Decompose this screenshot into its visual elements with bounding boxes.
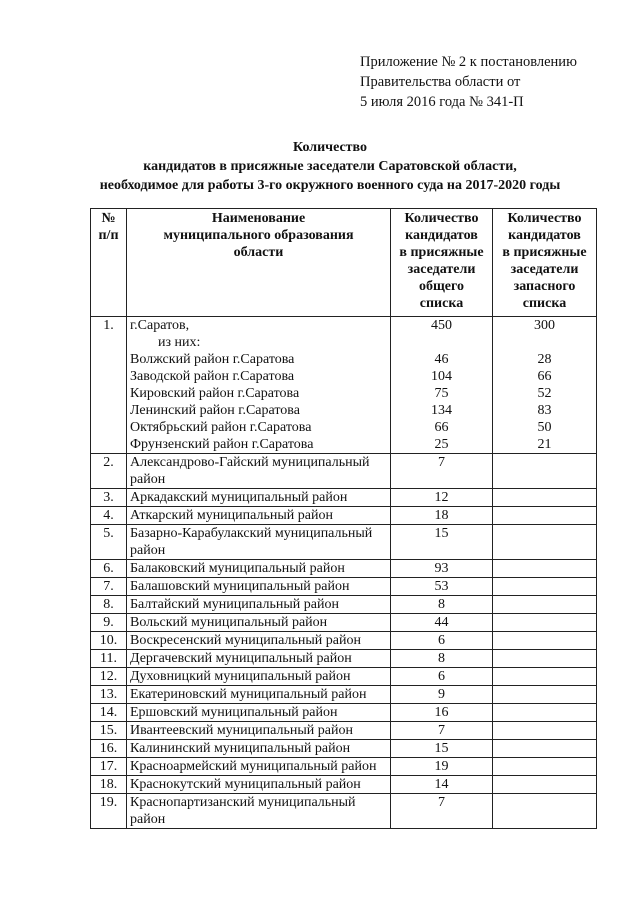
row-number: 7. (91, 578, 127, 596)
table-row (91, 525, 597, 560)
district-general: 134 (431, 403, 452, 418)
row-reserve (493, 758, 597, 776)
table-row (91, 758, 597, 776)
row-reserve (493, 614, 597, 632)
table-row (91, 507, 597, 525)
row-reserve (493, 525, 597, 560)
row-name: Краснокутский муниципальный район (127, 776, 391, 794)
title-line-2: кандидатов в присяжные заседатели Саратовской области, (143, 159, 517, 174)
row-number: 14. (91, 704, 127, 722)
row-reserve (493, 722, 597, 740)
row-general: 93 (391, 560, 493, 578)
row-reserve (493, 632, 597, 650)
row-name: Ивантеевский муниципальный район (127, 722, 391, 740)
table-row (91, 776, 597, 794)
row-reserve (493, 650, 597, 668)
table-row (91, 686, 597, 704)
table-row (91, 560, 597, 578)
row-number: 8. (91, 596, 127, 614)
row-general: 18 (391, 507, 493, 525)
row-name (127, 317, 391, 454)
district-general: 46 (434, 352, 449, 367)
appendix-line-1: Приложение № 2 к постановлению (360, 54, 577, 70)
row-general: 7 (391, 794, 493, 829)
header-q2-l5: запасного (513, 279, 576, 294)
row-name: Балашовский муниципальный район (127, 578, 391, 596)
table-row (91, 489, 597, 507)
appendix-line-3: 5 июля 2016 года № 341-П (360, 94, 524, 110)
district-reserve: 52 (537, 386, 552, 401)
row-general: 7 (391, 454, 493, 489)
table-row (91, 794, 597, 829)
district-reserve: 50 (537, 420, 552, 435)
title-line-1: Количество (292, 140, 368, 155)
appendix-note (360, 52, 577, 112)
header-number (91, 209, 127, 317)
row-general: 16 (391, 704, 493, 722)
district-name: Октябрьский район г.Саратова (130, 420, 312, 435)
row-number: 9. (91, 614, 127, 632)
header-q1-l1: Количество (404, 211, 479, 226)
row-name: Балтайский муниципальный район (127, 596, 391, 614)
row-general: 6 (391, 632, 493, 650)
row-reserve (493, 740, 597, 758)
table-row (91, 722, 597, 740)
row-reserve (493, 686, 597, 704)
row-name: Аркадакский муниципальный район (127, 489, 391, 507)
header-q2-l1: Количество (507, 211, 582, 226)
row-general: 7 (391, 722, 493, 740)
row-number: 6. (91, 560, 127, 578)
table-row (91, 596, 597, 614)
table-row (91, 614, 597, 632)
table-row (91, 740, 597, 758)
district-reserve: 66 (537, 369, 552, 384)
district-name: Ленинский район г.Саратова (130, 403, 300, 418)
row-general: 12 (391, 489, 493, 507)
row-reserve (493, 507, 597, 525)
header-name-l3: области (233, 245, 284, 260)
district-reserve: 28 (537, 352, 552, 367)
row-general: 6 (391, 668, 493, 686)
row-name: Вольский муниципальный район (127, 614, 391, 632)
header-q1-l2: кандидатов (405, 228, 478, 243)
table-row (91, 578, 597, 596)
header-q1-l5: общего (418, 279, 465, 294)
row-name: Красноармейский муниципальный район (127, 758, 391, 776)
district-name: Фрунзенский район г.Саратова (130, 437, 314, 452)
header-q2-l6: списка (522, 296, 567, 311)
row-reserve (493, 578, 597, 596)
row-number: 17. (91, 758, 127, 776)
row-general: 14 (391, 776, 493, 794)
row-general: 53 (391, 578, 493, 596)
row-name: Дергачевский муниципальный район (127, 650, 391, 668)
row-number: 15. (91, 722, 127, 740)
table-header-row (91, 209, 597, 317)
row-name: Екатериновский муниципальный район (127, 686, 391, 704)
table-row (91, 668, 597, 686)
row-general: 9 (391, 686, 493, 704)
district-general: 66 (434, 420, 449, 435)
header-q1-l3: в присяжные (399, 245, 484, 260)
row-name: Воскресенский муниципальный район (127, 632, 391, 650)
district-general: 25 (434, 437, 449, 452)
district-name: Заводской район г.Саратова (130, 369, 295, 384)
row-name: Базарно-Карабулакский муниципальный район (127, 525, 391, 560)
header-q2-l4: заседатели (510, 262, 579, 277)
saratov-name: г.Саратов, (130, 318, 190, 333)
row-reserve (493, 454, 597, 489)
row-general: 15 (391, 740, 493, 758)
row-reserve (493, 668, 597, 686)
row-number: 16. (91, 740, 127, 758)
row-general: 8 (391, 596, 493, 614)
table-row (91, 650, 597, 668)
document-title (60, 138, 600, 195)
saratov-reserve: 300 (534, 318, 555, 333)
row-general: 44 (391, 614, 493, 632)
header-reserve-list (493, 209, 597, 317)
row-general (391, 317, 493, 454)
title-line-3: необходимое для работы 3-го окружного военного суда на 2017-2020 годы (99, 178, 561, 193)
table-row-saratov (91, 317, 597, 454)
district-reserve: 21 (537, 437, 552, 452)
header-name-l2: муниципального образования (163, 228, 354, 243)
district-name: Кировский район г.Саратова (130, 386, 300, 401)
district-general: 104 (431, 369, 452, 384)
appendix-line-2: Правительства области от (360, 74, 521, 90)
row-number: 18. (91, 776, 127, 794)
header-number-l1: № (101, 211, 116, 226)
district-reserve: 83 (537, 403, 552, 418)
row-number: 12. (91, 668, 127, 686)
row-general: 15 (391, 525, 493, 560)
row-number: 10. (91, 632, 127, 650)
header-name-l1: Наименование (211, 211, 306, 226)
row-number: 11. (91, 650, 127, 668)
saratov-including: из них: (158, 335, 201, 350)
row-general: 19 (391, 758, 493, 776)
row-reserve (493, 776, 597, 794)
candidates-table (90, 208, 597, 829)
table-row (91, 632, 597, 650)
row-number: 2. (91, 454, 127, 489)
header-q1-l4: заседатели (407, 262, 476, 277)
row-reserve (493, 560, 597, 578)
header-q2-l2: кандидатов (508, 228, 581, 243)
header-general-list (391, 209, 493, 317)
header-q2-l3: в присяжные (502, 245, 587, 260)
row-reserve (493, 704, 597, 722)
row-name: Ершовский муниципальный район (127, 704, 391, 722)
row-number: 1. (91, 317, 127, 454)
district-general: 75 (434, 386, 449, 401)
row-name: Аткарский муниципальный район (127, 507, 391, 525)
row-reserve (493, 596, 597, 614)
header-name (127, 209, 391, 317)
saratov-general: 450 (431, 318, 452, 333)
row-reserve (493, 489, 597, 507)
row-reserve (493, 317, 597, 454)
row-general: 8 (391, 650, 493, 668)
row-number: 3. (91, 489, 127, 507)
row-reserve (493, 794, 597, 829)
table-row (91, 704, 597, 722)
row-number: 13. (91, 686, 127, 704)
table-row (91, 454, 597, 489)
row-number: 5. (91, 525, 127, 560)
row-name: Калининский муниципальный район (127, 740, 391, 758)
header-number-l2: п/п (98, 228, 119, 243)
district-name: Волжский район г.Саратова (130, 352, 295, 367)
row-number: 4. (91, 507, 127, 525)
row-name: Духовницкий муниципальный район (127, 668, 391, 686)
row-name: Краснопартизанский муниципальный район (127, 794, 391, 829)
row-name: Александрово-Гайский муниципальный район (127, 454, 391, 489)
row-number: 19. (91, 794, 127, 829)
header-q1-l6: списка (419, 296, 464, 311)
row-name: Балаковский муниципальный район (127, 560, 391, 578)
